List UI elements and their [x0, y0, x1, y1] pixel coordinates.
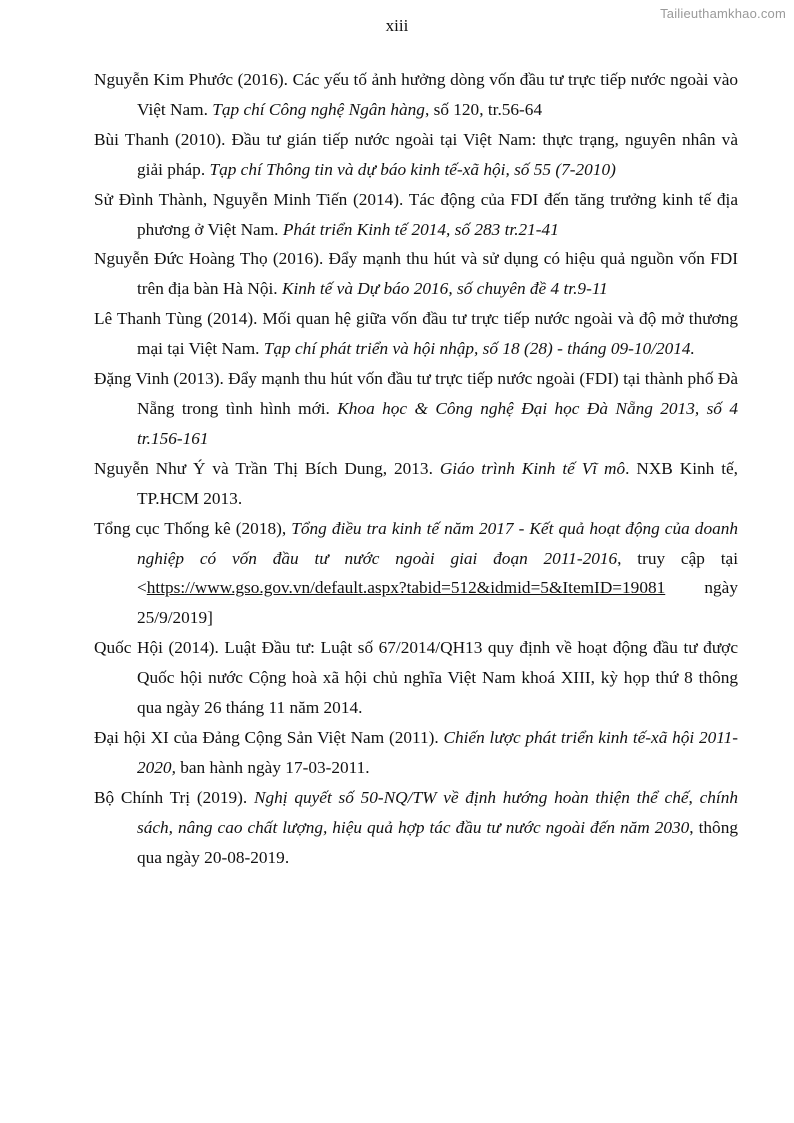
reference-text: , truy cập tại <: [137, 548, 738, 598]
reference-entry: [94, 723, 738, 783]
reference-entry: [94, 125, 738, 185]
reference-text: Đặng Vinh (2013). Đẩy mạnh thu hút vốn đầu tư trực tiếp nước ngoài (FDI) tại thành phố Đà Nẵng trong tình hình mới.: [94, 369, 738, 418]
reference-title: Tạp chí phát triển và hội nhập, số 18 (28) - tháng 09-10/2014.: [263, 339, 695, 359]
reference-title: Tạp chí Thông tin và dự báo kinh tế-xã hội, số 55 (7-2010): [209, 159, 616, 179]
page-number: xiii: [385, 16, 409, 35]
reference-text: Bùi Thanh (2010). Đầu tư gián tiếp nước ngoài tại Việt Nam: thực trạng, nguyên nhân và giải pháp.: [94, 129, 738, 179]
reference-title: Giáo trình Kinh tế Vĩ mô: [439, 458, 626, 478]
reference-entry: [94, 364, 738, 454]
reference-entry: [94, 304, 738, 364]
watermark: Tailieuthamkhao.com: [660, 6, 786, 21]
reference-text: , số 120, tr.56-64: [424, 99, 543, 119]
reference-link[interactable]: https://www.gso.gov.vn/default.aspx?tabid=512&idmid=5&ItemID=19081: [146, 578, 666, 598]
reference-text: Nguyễn Kim Phước (2016). Các yếu tố ảnh hưởng dòng vốn đầu tư trực tiếp nước ngoài vào Việt Nam.: [94, 70, 738, 119]
reference-entry: [94, 65, 738, 125]
reference-title: Kinh tế và Dự báo 2016, số chuyên đề 4 tr.9-11: [281, 279, 608, 299]
reference-text: Nguyễn Đức Hoàng Thọ (2016). Đẩy mạnh thu hút và sử dụng có hiệu quả nguồn vốn FDI trên địa bàn Hà Nội.: [94, 249, 738, 299]
reference-title: Chiến lược phát triển kinh tế-xã hội 2011-2020,: [137, 727, 738, 777]
reference-text: Bộ Chính Trị (2019).: [94, 787, 254, 807]
reference-title: Tạp chí Công nghệ Ngân hàng: [212, 99, 425, 119]
reference-title: Phát triển Kinh tế 2014, số 283 tr.21-41: [282, 219, 559, 239]
reference-text: Sử Đình Thành, Nguyễn Minh Tiến (2014). Tác động của FDI đến tăng trưởng kinh tế địa phương ở Việt Nam.: [94, 189, 738, 239]
reference-entry: [94, 783, 738, 873]
reference-text: Đại hội XI của Đảng Cộng Sản Việt Nam (2011).: [94, 727, 444, 747]
reference-entry: [94, 244, 738, 304]
reference-entry: [94, 185, 738, 245]
reference-text: Nguyễn Như Ý và Trần Thị Bích Dung, 2013.: [94, 458, 440, 478]
reference-list: [94, 65, 738, 872]
reference-entry: [94, 514, 738, 634]
reference-title: Tổng điều tra kinh tế năm 2017 - Kết quả hoạt động của doanh nghiệp có vốn đầu tư nước ngoài giai đoạn 2011-2016: [137, 518, 739, 568]
reference-text: Tổng cục Thống kê (2018),: [94, 518, 292, 538]
reference-text: ngày 25/9/2019]: [137, 578, 738, 628]
reference-text: ban hành ngày 17-03-2011.: [175, 757, 370, 777]
reference-entry: [94, 633, 738, 723]
reference-text: Lê Thanh Tùng (2014). Mối quan hệ giữa vốn đầu tư trực tiếp nước ngoài và độ mở thương mại tại Việt Nam.: [94, 309, 738, 359]
reference-title: Khoa học & Công nghệ Đại học Đà Nẵng 2013, số 4 tr.156-161: [137, 398, 738, 448]
reference-text: Quốc Hội (2014). Luật Đầu tư: Luật số 67/2014/QH13 quy định về hoạt động đầu tư được Quốc hội nước Cộng hoà xã hội chủ nghĩa Việt Nam khoá XIII, kỳ họp thứ 8 thông qua ngày 26 tháng 11 năm 2014.: [94, 638, 738, 718]
reference-title: Nghị quyết số 50-NQ/TW về định hướng hoàn thiện thể chế, chính sách, nâng cao chất lượng, hiệu quả hợp tác đầu tư nước ngoài đến năm 2030: [137, 787, 738, 837]
reference-text: . NXB Kinh tế, TP.HCM 2013.: [137, 458, 738, 508]
reference-text: , thông qua ngày 20-08-2019.: [137, 817, 738, 867]
reference-entry: [94, 454, 738, 514]
